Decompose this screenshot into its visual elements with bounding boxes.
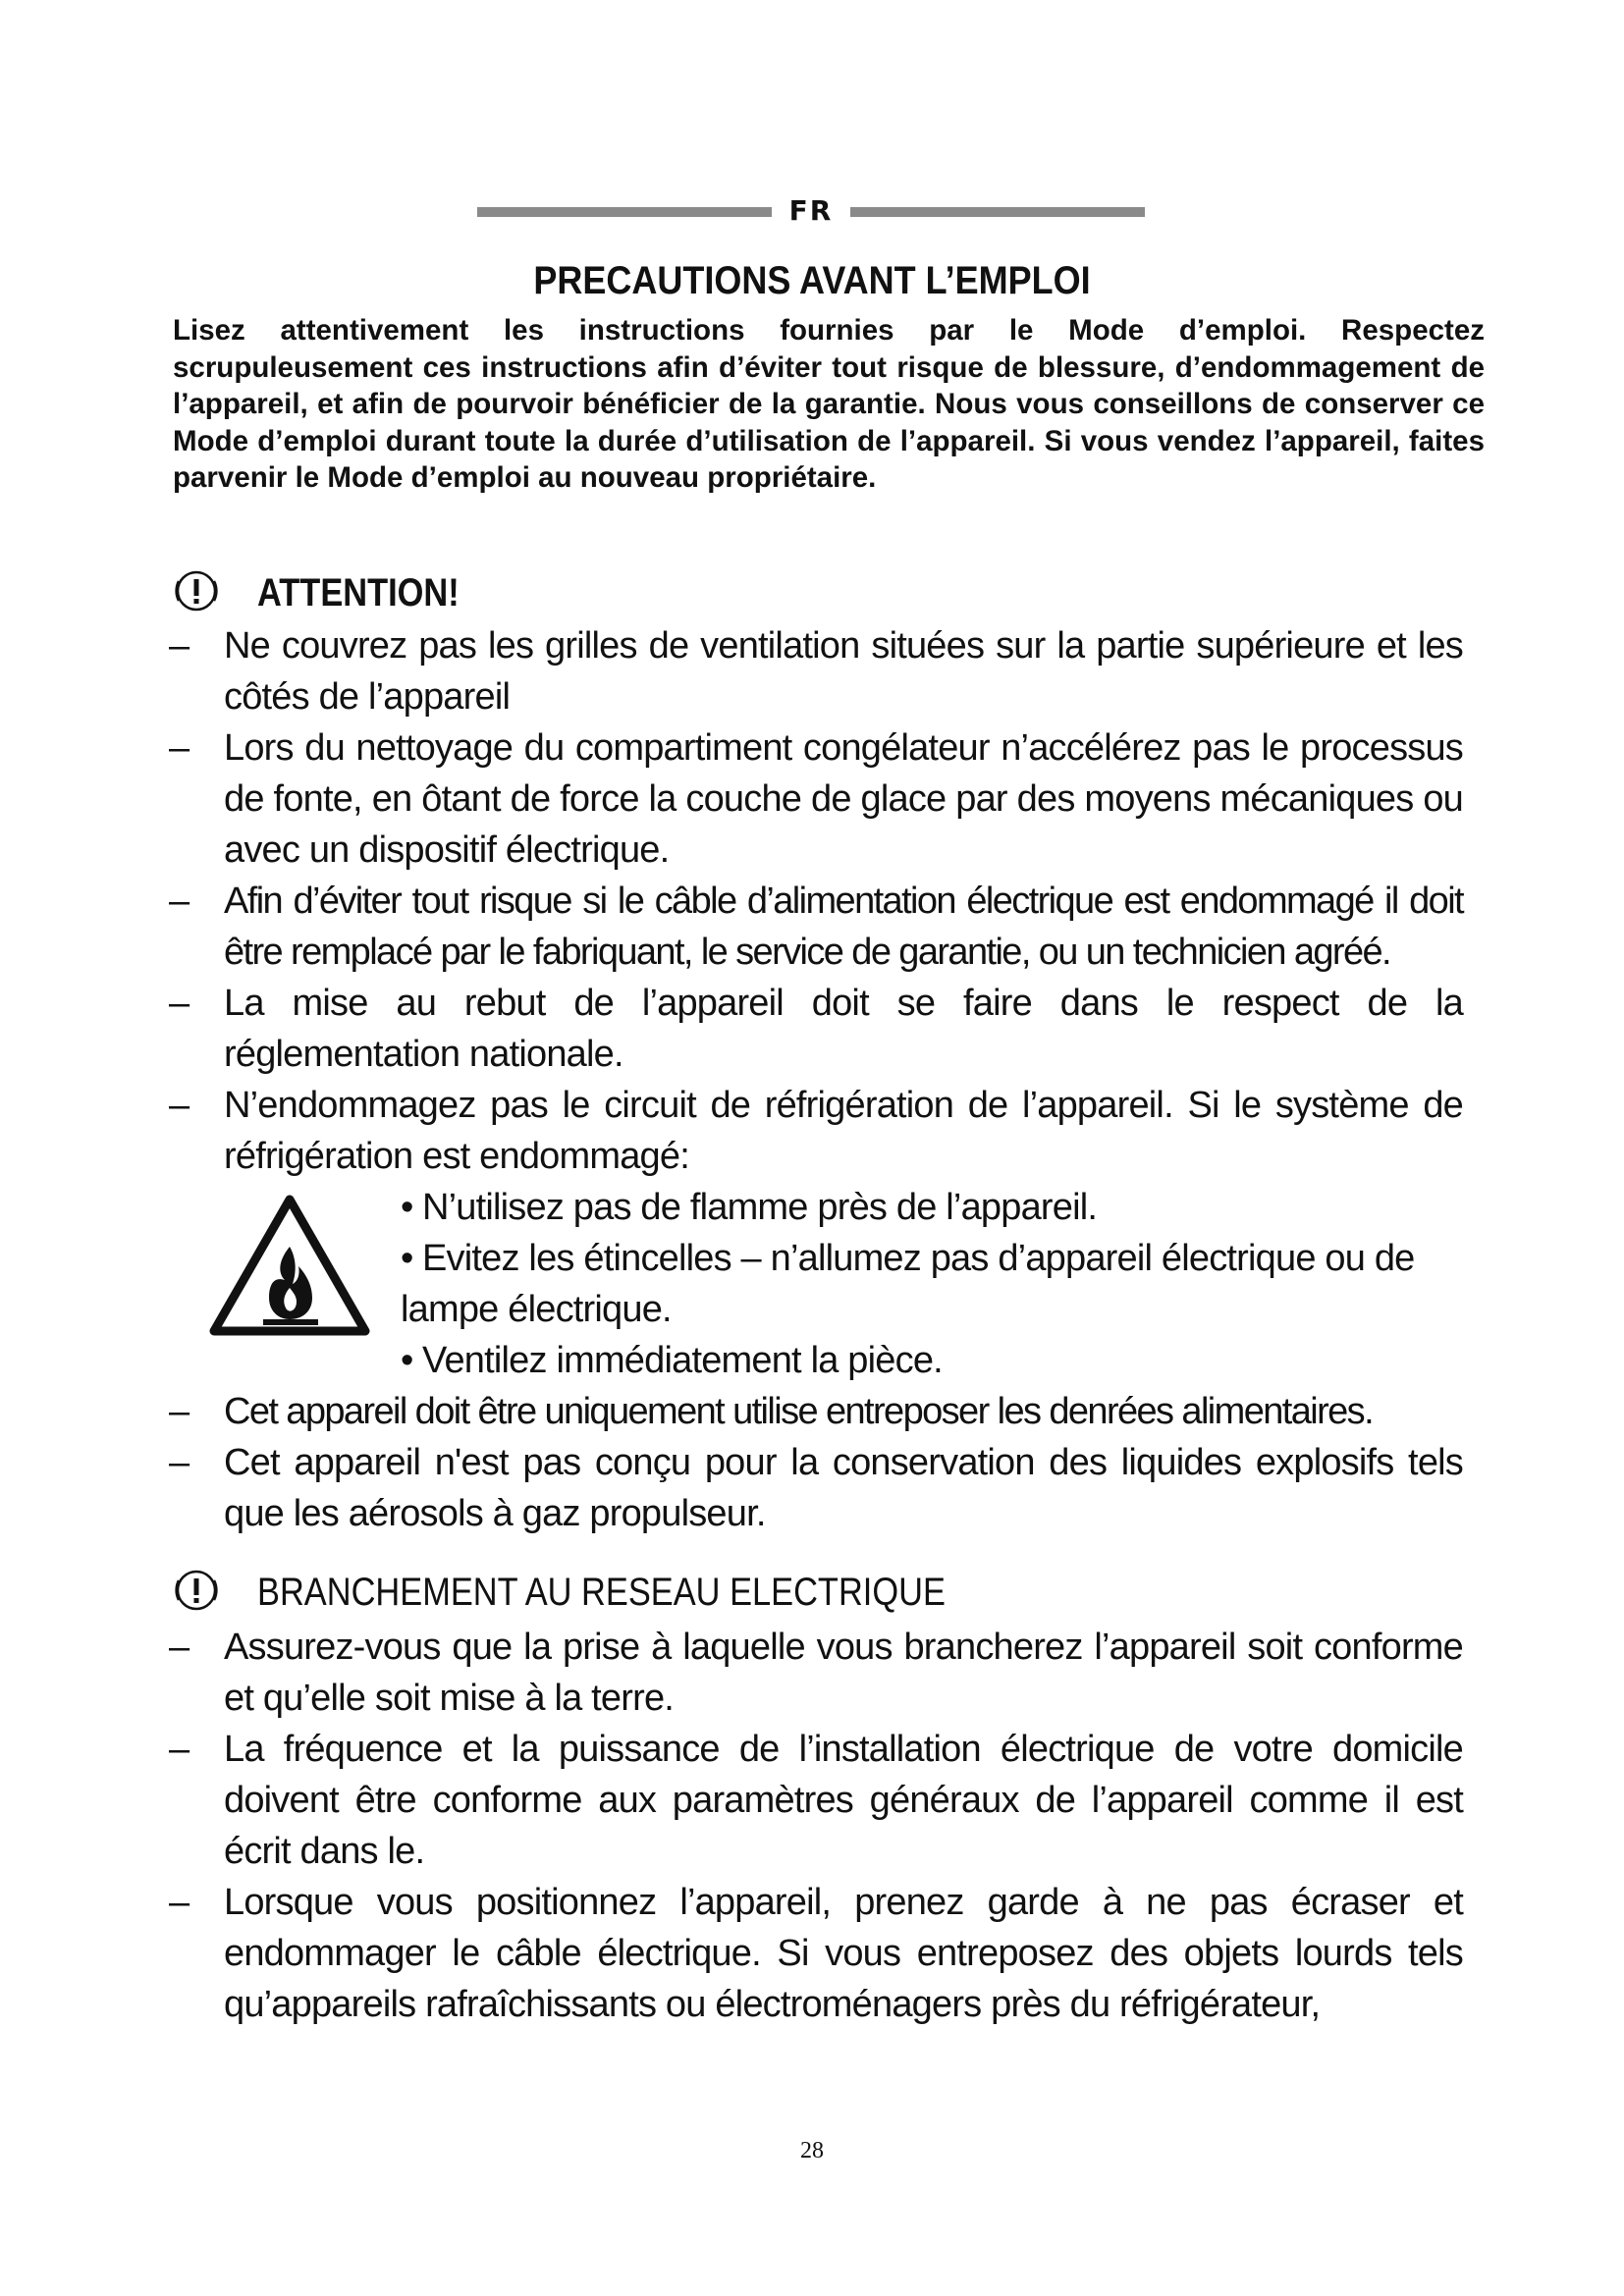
- list-item: – Lorsque vous positionnez l’appareil, prenez garde à ne pas écraser et endommager le câble électrique. Si vous entreposez des objets lourds tels qu’appareils rafraîchissants ou électroménagers près du réfrigérateur,: [169, 1877, 1463, 2030]
- bullet-marker: •: [401, 1187, 413, 1228]
- list-item: – Lors du nettoyage du compartiment congélateur n’accélérez pas le processus de fonte, en ôtant de force la couche de glace par des moyens mécaniques ou avec un dispositif électrique.: [169, 722, 1463, 876]
- language-header: [477, 196, 1145, 226]
- list-item: – Cet appareil n'est pas conçu pour la conservation des liquides explosifs tels que les aérosols à gaz propulseur.: [169, 1437, 1463, 1539]
- dash-marker: –: [169, 727, 189, 769]
- dash-marker: –: [169, 1627, 189, 1668]
- header-rule-right: [850, 207, 1145, 217]
- language-code: FR: [788, 194, 834, 227]
- dash-marker: –: [169, 1729, 189, 1770]
- page-number: 28: [800, 2138, 824, 2163]
- list-item: – Assurez-vous que la prise à laquelle vous brancherez l’appareil soit conforme et qu’elle soit mise à la terre.: [169, 1622, 1463, 1724]
- attention-heading: [173, 565, 1351, 620]
- header-rule-left: [477, 207, 772, 217]
- bullet-marker: •: [401, 1238, 413, 1279]
- list-item: – Afin d’éviter tout risque si le câble d’alimentation électrique est endommagé il doit être remplacé par le fabriquant, le service de garantie, ou un technicien agréé.: [169, 876, 1463, 978]
- exclamation-circle-icon: [173, 567, 220, 614]
- dash-marker: –: [169, 1442, 189, 1483]
- sub-list-item: • Ventilez immédiatement la pièce.: [401, 1335, 1463, 1386]
- sub-list-item: • Evitez les étincelles – n’allumez pas d’appareil électrique ou de lampe électrique.: [401, 1233, 1463, 1335]
- bullet-marker: •: [401, 1340, 413, 1381]
- dash-marker: –: [169, 1085, 189, 1126]
- list-item: – La mise au rebut de l’appareil doit se faire dans le respect de la réglementation nationale.: [169, 978, 1463, 1080]
- attention-list: [169, 620, 1463, 1539]
- list-item: – N’endommagez pas le circuit de réfrigération de l’appareil. Si le système de réfrigération est endommagé:: [169, 1080, 1463, 1182]
- electrical-heading: [173, 1565, 1351, 1620]
- electrical-list: [169, 1622, 1463, 2030]
- page-title: PRECAUTIONS AVANT L’EMPLOI: [533, 259, 1091, 302]
- flammable-warning-icon: [208, 1194, 371, 1337]
- attention-heading-label: ATTENTION!: [257, 571, 460, 614]
- exclamation-circle-icon: [173, 1567, 220, 1614]
- list-item: – Cet appareil doit être uniquement utilise entreposer les denrées alimentaires.: [169, 1386, 1463, 1437]
- intro-paragraph: Lisez attentivement les instructions fournies par le Mode d’emploi. Respectez scrupuleusement ces instructions afin d’éviter tout risque de blessure, d’endommagement de l’appareil, et afin de pourvoir bénéficier de la garantie. Nous vous conseillons de conserver ce Mode d’emploi durant toute la durée d’utilisation de l’appareil. Si vous vendez l’appareil, faites parvenir le Mode d’emploi au nouveau propriétaire.: [173, 314, 1485, 494]
- list-item: – Ne couvrez pas les grilles de ventilation situées sur la partie supérieure et les côtés de l’appareil: [169, 620, 1463, 722]
- sub-list-item: • N’utilisez pas de flamme près de l’appareil.: [401, 1182, 1463, 1233]
- list-item: – La fréquence et la puissance de l’installation électrique de votre domicile doivent être conforme aux paramètres généraux de l’appareil comme il est écrit dans le.: [169, 1724, 1463, 1877]
- electrical-heading-label: BRANCHEMENT AU RESEAU ELECTRIQUE: [257, 1571, 946, 1614]
- dash-marker: –: [169, 1882, 189, 1923]
- dash-marker: –: [169, 881, 189, 922]
- flammable-warning-block: [169, 1182, 1463, 1381]
- dash-marker: –: [169, 1391, 189, 1432]
- dash-marker: –: [169, 983, 189, 1024]
- dash-marker: –: [169, 625, 189, 667]
